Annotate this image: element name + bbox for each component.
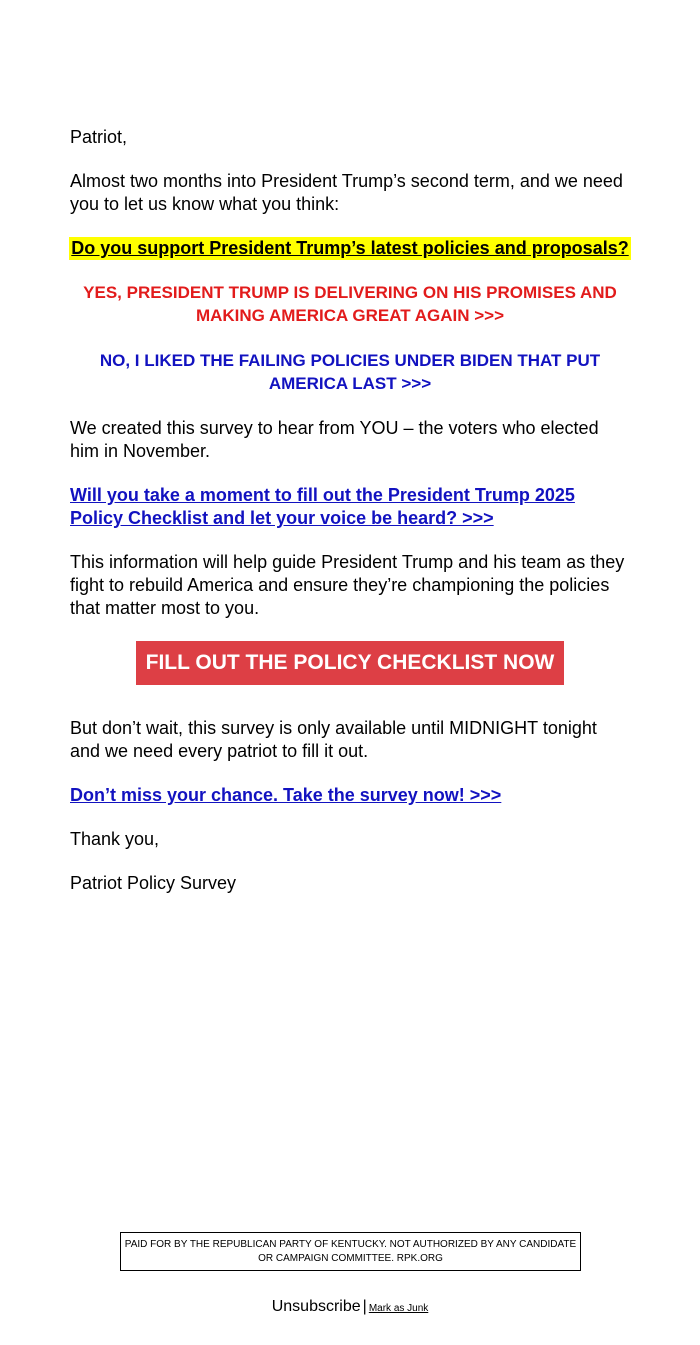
footer-links bbox=[0, 1296, 700, 1320]
sign-off: Thank you, bbox=[70, 829, 160, 849]
fill-out-checklist-button[interactable]: FILL OUT THE POLICY CHECKLIST NOW bbox=[136, 641, 565, 685]
info-paragraph: This information will help guide President Trump and his team as they fight to rebuild America and ensure they’re championing the policies that matter most to you. bbox=[70, 552, 625, 618]
unsubscribe-link[interactable]: Unsubscribe bbox=[271, 1298, 361, 1315]
no-option-link[interactable]: NO, I LIKED THE FAILING POLICIES UNDER BIDEN THAT PUT AMERICA LAST >>> bbox=[99, 351, 601, 393]
email-body bbox=[70, 126, 630, 895]
greeting: Patriot, bbox=[70, 127, 128, 147]
survey-reason-text: We created this survey to hear from YOU – the voters who elected him in November. bbox=[70, 418, 599, 461]
cta-container bbox=[70, 641, 630, 685]
yes-option-link[interactable]: YES, PRESIDENT TRUMP IS DELIVERING ON HIS PROMISES AND MAKING AMERICA GREAT AGAIN >>> bbox=[83, 283, 617, 325]
take-survey-link[interactable]: Don’t miss your chance. Take the survey now! >>> bbox=[70, 785, 502, 805]
paid-for-disclaimer: PAID FOR BY THE REPUBLICAN PARTY OF KENTUCKY. NOT AUTHORIZED BY ANY CANDIDATE OR CAMPAIGN COMMITTEE. RPK.ORG bbox=[120, 1232, 581, 1271]
checklist-link[interactable]: Will you take a moment to fill out the President Trump 2025 Policy Checklist and let your voice be heard? >>> bbox=[70, 485, 575, 528]
footer-separator: | bbox=[362, 1298, 367, 1315]
signature: Patriot Policy Survey bbox=[70, 873, 237, 893]
survey-question: Do you support President Trump’s latest policies and proposals? bbox=[71, 238, 629, 258]
urgency-text: But don’t wait, this survey is only available until MIDNIGHT tonight and we need every patriot to fill it out. bbox=[70, 718, 597, 761]
intro-text: Almost two months into President Trump’s second term, and we need you to let us know what you think: bbox=[70, 171, 623, 214]
question-block bbox=[70, 237, 630, 260]
mark-as-junk-link[interactable]: Mark as Junk bbox=[368, 1303, 429, 1314]
